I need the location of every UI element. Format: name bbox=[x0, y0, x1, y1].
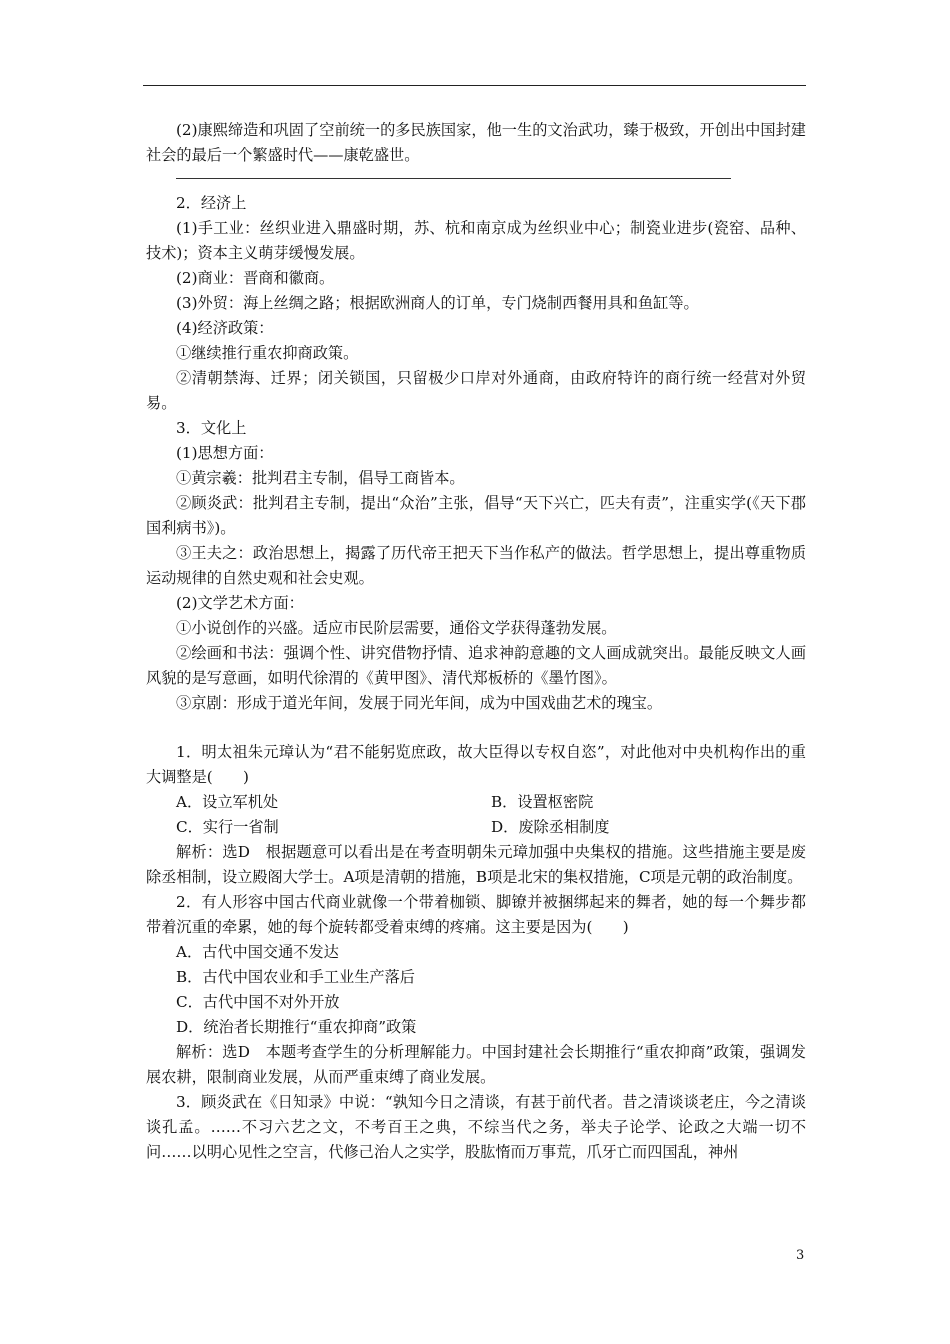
option-b: B．古代中国农业和手工业生产落后 bbox=[176, 968, 415, 986]
question-2-analysis: 解析：选D 本题考查学生的分析理解能力。中国封建社会长期推行“重农抑商”政策，强调发展农耕，限制商业发展，从而严重束缚了商业发展。 bbox=[146, 1043, 806, 1086]
paragraph-kangxi: (2)康熙缔造和巩固了空前统一的多民族国家，他一生的文治武功，臻于极致，开创出中国封建社会的最后一个繁盛时代——康乾盛世。 bbox=[146, 121, 806, 164]
option-d: D．废除丞相制度 bbox=[491, 818, 610, 836]
economy-trade: (3)外贸：海上丝绸之路；根据欧洲商人的订单，专门烧制西餐用具和鱼缸等。 bbox=[176, 294, 699, 312]
document-body bbox=[146, 118, 806, 1165]
question-3-stem: 3．顾炎武在《日知录》中说：“孰知今日之清谈，有甚于前代者。昔之清谈谈老庄，今之清谈谈孔孟。……不习六艺之文，不考百王之典，不综当代之务，举夫子论学、论政之大端一切不问……以明心见性之空言，代修己治人之实学，股肱惰而万事荒，爪牙亡而四国乱，神州 bbox=[146, 1093, 806, 1161]
section-title-culture: 3．文化上 bbox=[176, 419, 247, 437]
question-1-analysis: 解析：选D 根据题意可以看出是在考查明朝朱元璋加强中央集权的措施。这些措施主要是废除丞相制，设立殿阁大学士。A项是清朝的措施，B项是北宋的集权措施，C项是元朝的政治制度。 bbox=[146, 843, 806, 886]
question-1-options-row bbox=[146, 790, 806, 815]
economy-policy-item: ②清朝禁海、迁界；闭关锁国，只留极少口岸对外通商，由政府特许的商行统一经营对外贸易。 bbox=[146, 369, 806, 412]
section-title-economy: 2．经济上 bbox=[176, 194, 247, 212]
header-rule bbox=[143, 85, 806, 86]
culture-art-item: ②绘画和书法：强调个性、讲究借物抒情、追求神韵意趣的文人画成就突出。最能反映文人画风貌的是写意画，如明代徐渭的《黄甲图》、清代郑板桥的《墨竹图》。 bbox=[146, 644, 806, 687]
economy-commerce: (2)商业：晋商和徽商。 bbox=[176, 269, 335, 287]
culture-art-item: ①小说创作的兴盛。适应市民阶层需要，通俗文学获得蓬勃发展。 bbox=[176, 619, 617, 637]
option-a: A．设立军机处 bbox=[176, 793, 279, 811]
culture-thought-item: ③王夫之：政治思想上，揭露了历代帝王把天下当作私产的做法。哲学思想上，提出尊重物质运动规律的自然史观和社会史观。 bbox=[146, 544, 806, 587]
option-c: C．古代中国不对外开放 bbox=[176, 993, 340, 1011]
option-a: A．古代中国交通不发达 bbox=[176, 943, 339, 961]
page-number: 3 bbox=[796, 1248, 805, 1263]
culture-thought-item: ①黄宗羲：批判君主专制，倡导工商皆本。 bbox=[176, 469, 465, 487]
option-d: D．统治者长期推行“重农抑商”政策 bbox=[176, 1018, 417, 1036]
economy-policy-item: ①继续推行重农抑商政策。 bbox=[176, 344, 359, 362]
culture-art-item: ③京剧：形成于道光年间，发展于同光年间，成为中国戏曲艺术的瑰宝。 bbox=[176, 694, 662, 712]
economy-policy: (4)经济政策： bbox=[176, 319, 274, 337]
question-1-options-row bbox=[146, 815, 806, 840]
culture-thought-item: ②顾炎武：批判君主专制，提出“众治”主张，倡导“天下兴亡，匹夫有责”，注重实学(《天下郡国利病书》)。 bbox=[146, 494, 806, 537]
question-2-stem: 2．有人形容中国古代商业就像一个带着枷锁、脚镣并被捆绑起来的舞者，她的每一个舞步都带着沉重的牵累，她的每个旋转都受着束缚的疼痛。这主要是因为( ) bbox=[146, 893, 806, 936]
spacer bbox=[146, 716, 806, 740]
question-1-stem: 1．明太祖朱元璋认为“君不能躬览庶政，故大臣得以专权自恣”，对此他对中央机构作出的重大调整是( ) bbox=[146, 743, 806, 786]
section-separator bbox=[176, 178, 731, 179]
economy-handicraft: (1)手工业：丝织业进入鼎盛时期，苏、杭和南京成为丝织业中心；制瓷业进步(瓷窑、品种、技术)；资本主义萌芽缓慢发展。 bbox=[146, 219, 806, 262]
option-b: B．设置枢密院 bbox=[491, 793, 594, 811]
culture-art: (2)文学艺术方面： bbox=[176, 594, 304, 612]
culture-thought: (1)思想方面： bbox=[176, 444, 274, 462]
option-c: C．实行一省制 bbox=[176, 818, 279, 836]
